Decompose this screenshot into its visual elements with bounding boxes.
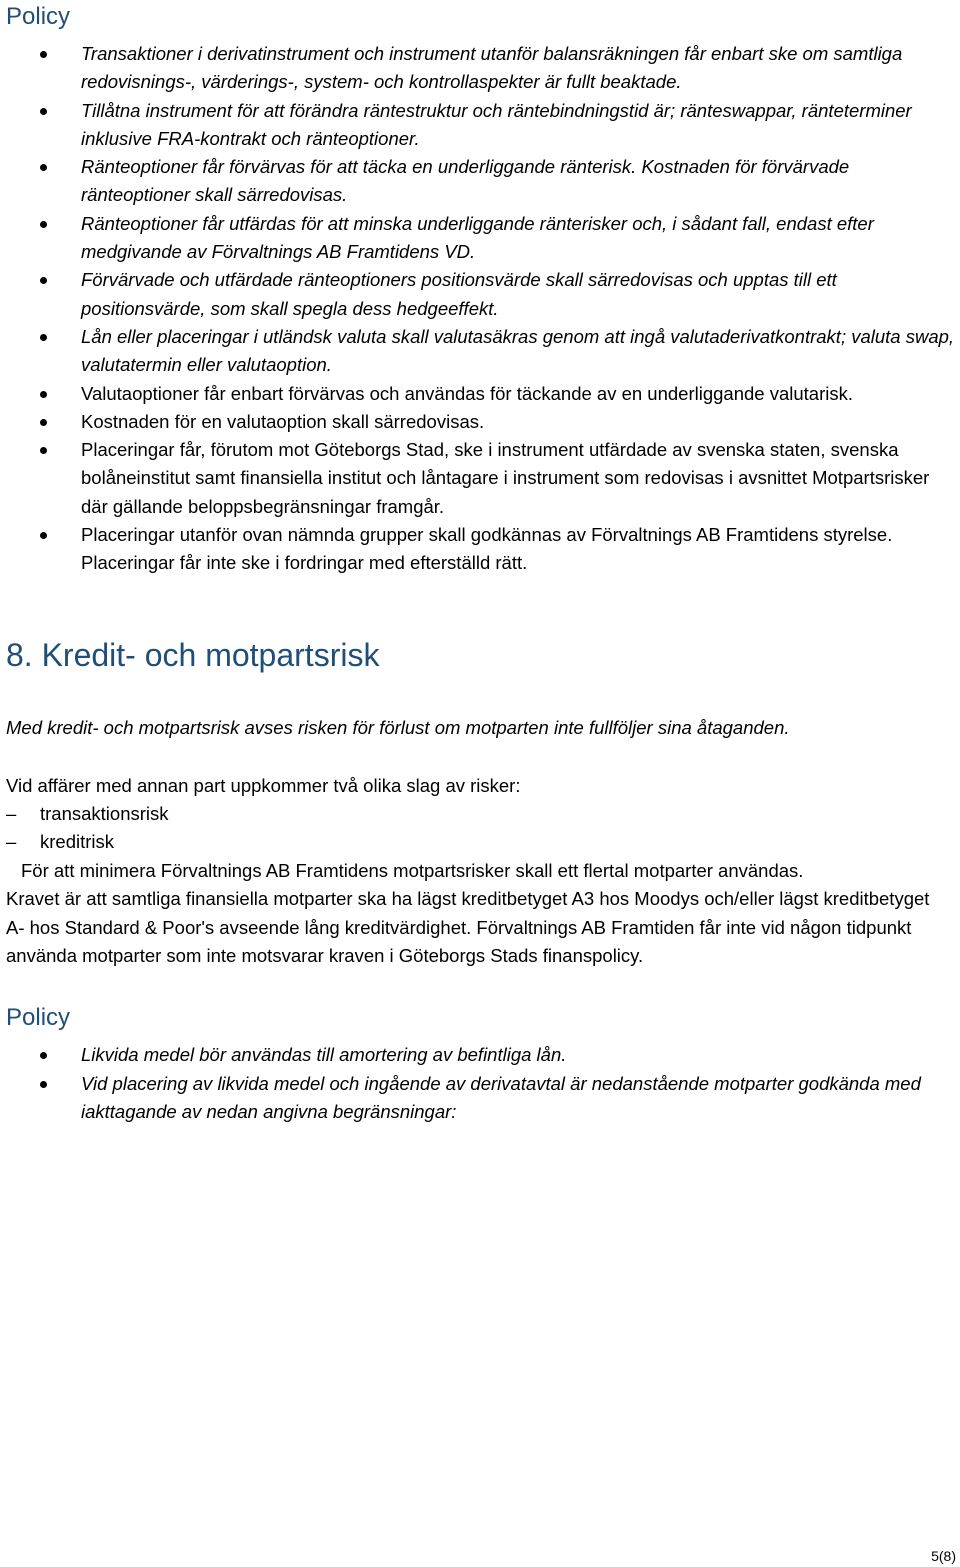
risk-item (6, 828, 114, 857)
bullet-icon (40, 108, 47, 115)
list-item-text: Likvida medel bör användas till amortering av befintliga lån. (81, 1044, 567, 1065)
requirement-paragraph: Kravet är att samtliga finansiella motparter ska ha lägst kreditbetyget A3 hos Moodys och/eller lägst kreditbetyget A- hos Standard & Poor's avseende lång kreditvärdighet. Förvaltnings AB Framtiden får inte vid någon tidpunkt använda motparter som inte motsvarar kraven i Göteborgs Stads finanspolicy. (6, 888, 930, 966)
list-item-text: Ränteoptioner får förvärvas för att täcka en underliggande ränterisk. Kostnaden för förvärvade ränteoptioner skall särredovisas. (81, 156, 850, 206)
list-item (0, 408, 955, 436)
bullet-icon (40, 419, 47, 426)
risk-intro-paragraph: Vid affärer med annan part uppkommer två olika slag av risker: (6, 775, 521, 796)
risk-item-text: kreditrisk (40, 831, 115, 852)
intro-paragraph: Med kredit- och motpartsrisk avses risken för förlust om motparten inte fullföljer sina åtaganden. (6, 717, 790, 738)
page-number: 5(8) (931, 1548, 956, 1564)
list-item (0, 323, 955, 380)
policy-heading: Policy (6, 1004, 71, 1031)
list-item (0, 380, 955, 408)
bullet-icon (40, 221, 47, 228)
list-item (0, 436, 955, 521)
section-heading: 8. Kredit- och motpartsrisk (6, 637, 380, 673)
list-item (0, 521, 955, 578)
list-item-text: Förvärvade och utfärdade ränteoptioners positionsvärde skall särredovisas och upptas till ett positionsvärde, som skall spegla dess hedgeeffekt. (81, 269, 837, 319)
list-item-text: Transaktioner i derivatinstrument och instrument utanför balansräkningen får enbart ske om samtliga redovisnings-, värderings-, system- och kontrollaspekter är fullt beaktade. (81, 43, 903, 93)
list-item (0, 97, 955, 154)
dash-icon: – (6, 831, 17, 852)
list-item (0, 266, 955, 323)
bullet-icon (40, 51, 47, 58)
list-item (0, 40, 955, 97)
bullet-icon (40, 334, 47, 341)
list-item (0, 210, 955, 267)
risk-item-text: transaktionsrisk (40, 803, 169, 824)
list-item (0, 1041, 955, 1070)
policy-bullet-list (0, 40, 955, 578)
bullet-icon (40, 164, 47, 171)
minimize-paragraph: För att minimera Förvaltnings AB Framtidens motpartsrisker skall ett flertal motparter användas. (21, 860, 804, 881)
list-item-text: Vid placering av likvida medel och ingående av derivatavtal är nedanstående motparter godkända med iakttagande av nedan angivna begränsningar: (81, 1072, 921, 1122)
list-item (0, 1070, 955, 1127)
bullet-icon (40, 1052, 47, 1059)
bullet-icon (40, 391, 47, 398)
list-item-text: Placeringar utanför ovan nämnda grupper skall godkännas av Förvaltnings AB Framtidens styrelse. Placeringar får inte ske i fordringar med efterställd rätt. (81, 524, 893, 574)
dash-icon: – (6, 803, 17, 824)
risk-item (6, 800, 169, 829)
bullet-icon (40, 532, 47, 539)
list-item-text: Placeringar får, förutom mot Göteborgs Stad, ske i instrument utfärdade av svenska staten, svenska bolåneinstitut samt finansiella institut och låntagare i instrument som redovisas i avsnittet Motpartsrisker där gällande beloppsbegränsningar framgår. (81, 439, 930, 517)
list-item-text: Ränteoptioner får utfärdas för att minska underliggande ränterisker och, i sådant fall, endast efter medgivande av Förvaltnings AB Framtidens VD. (81, 212, 874, 263)
list-item-text: Valutaoptioner får enbart förvärvas och användas för täckande av en underliggande valutarisk. (81, 382, 853, 404)
list-item-text: Tillåtna instrument för att förändra räntestruktur och räntebindningstid är; ränteswappar, ränteterminer inklusive FRA-kontrakt och ränteoptioner. (81, 99, 912, 149)
list-item (0, 153, 955, 210)
policy-heading: Policy (6, 3, 71, 30)
bullet-icon (40, 447, 47, 454)
bullet-icon (40, 1081, 47, 1088)
bullet-icon (40, 277, 47, 284)
policy-bullet-list (0, 1041, 955, 1127)
list-item-text: Lån eller placeringar i utländsk valuta skall valutasäkras genom att ingå valutaderivatkontrakt; valuta swap, valutatermin eller valutaoption. (81, 325, 955, 376)
list-item-text: Kostnaden för en valutaoption skall särredovisas. (81, 410, 485, 432)
